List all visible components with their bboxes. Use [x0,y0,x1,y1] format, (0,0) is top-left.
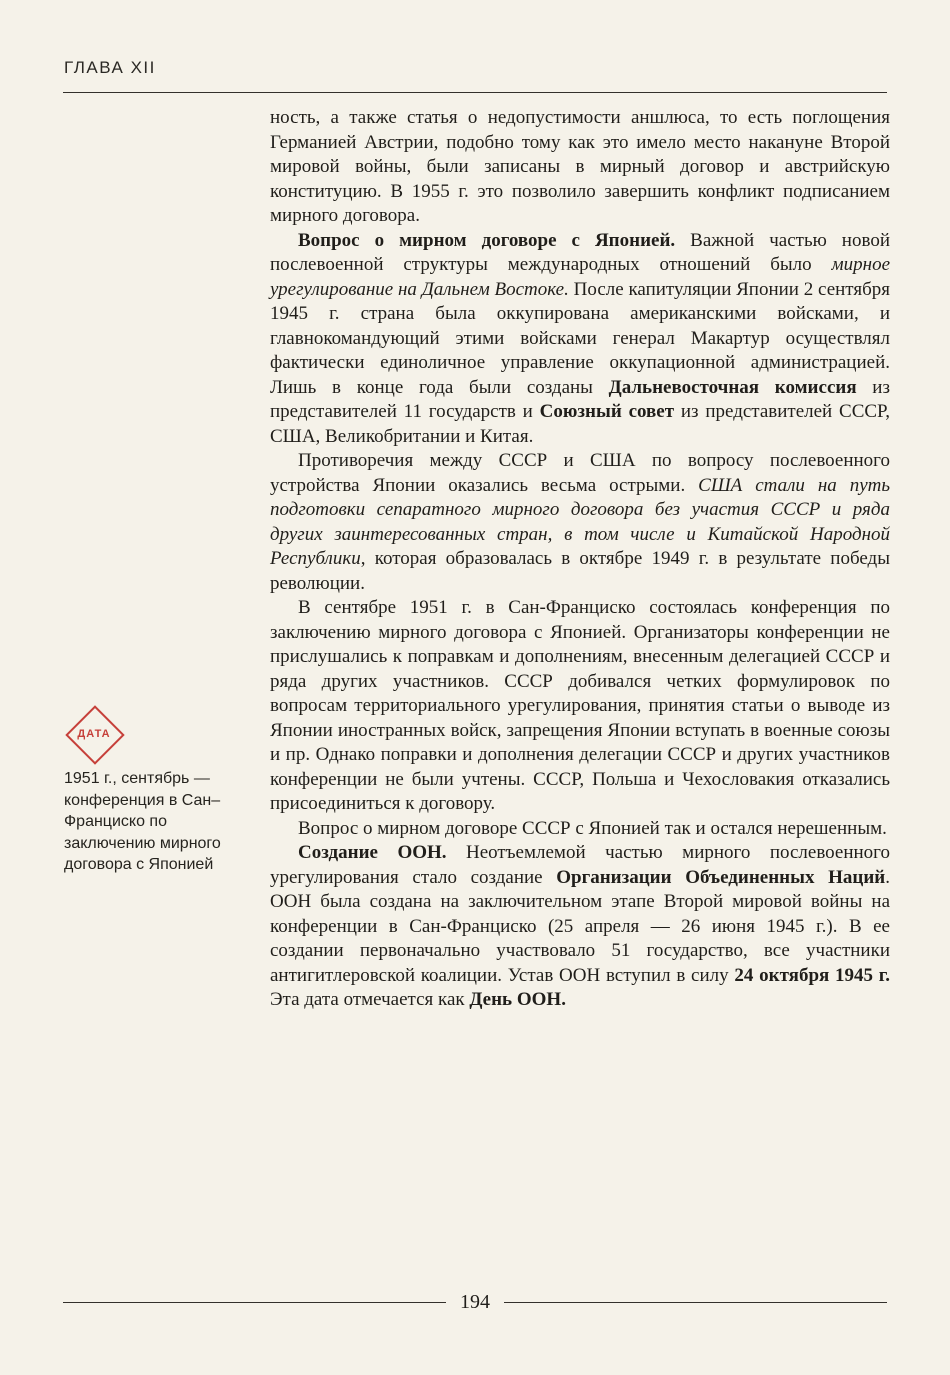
paragraph [270,817,890,842]
paragraph [270,106,890,229]
text-run: В сентябре 1951 г. в Сан-Франциско состоялась конференция по заключению мирного договора с Японией. Организаторы конференции не прислушались к поправкам и дополнениям, внесенным делегацией СССР и ряда других участников. СССР добивался четких формулировок по вопросам территориального урегулирования, принятия статьи о выводе из Японии иностранных войск, запрещения Японии вступать в военные союзы и пр. Однако поправки и дополнения делегации СССР и других участников конференции не были учтены. СССР, Польша и Чехословакия отказались присоединиться к договору. [270,597,890,814]
text-run: День ООН. [469,989,566,1010]
text-run: Неотъемлемой частью мирного послевоенного урегулирования стало создание [270,842,890,888]
text-run: из представителей 11 государств и [270,376,890,422]
paragraph [270,229,890,450]
text-run: ность, а также статья о недопустимости аншлюса, то есть поглощения Германией Австрии, подобно тому как это имело место накануне Второй мировой войны, были записаны в мирный договор и австрийскую конституцию. В 1955 г. это позволило завершить конфликт подписанием мирного договора. [270,107,890,226]
text-run: Союзный совет [539,401,675,422]
text-run: Важной частью новой послевоенной структуры международных отношений было [270,229,890,275]
text-run: мирное урегулирование на Дальнем Востоке. [270,254,890,300]
date-badge-label: ДАТА [77,728,111,740]
paragraph [270,596,890,817]
paragraph [270,449,890,596]
text-run: США стали на путь подготовки сепаратного мирного договора без участия СССР и ряда других заинтересованных стран, в том числе и Китайской Народной Республики [270,474,890,569]
footer-rule-right [504,1302,887,1303]
date-badge [64,704,124,764]
text-run: Дальневосточная комиссия [608,376,857,398]
paragraph [270,841,890,1013]
chapter-heading: ГЛАВА XII [64,58,156,77]
text-run: , которая образовалась в октябре 1949 г. в результате победы революции. [270,548,890,594]
margin-note: 1951 г., сентябрь — конференция в Сан–Франциско по заключению мирного договора с Японией [64,770,221,873]
text-run: После капитуляции Японии 2 сентября 1945 г. страна была оккупирована американскими войсками, и главнокомандующий этими войсками генерал Макартур осуществлял фактически единоличное управление оккупационной администрацией. Лишь в конце года были созданы [270,278,890,398]
page-number: 194 [460,1291,490,1313]
body-text [270,106,890,1013]
text-run: 24 октября 1945 г. [734,964,891,986]
text-run: Создание ООН. [298,842,447,863]
text-run: из представителей СССР, США, Великобритании и Китая. [270,401,890,447]
footer-rule-left [63,1302,446,1303]
header-rule [63,92,887,93]
text-run: Вопрос о мирном договоре с Японией. [298,229,676,251]
text-run: Противоречия между СССР и США по вопросу послевоенного устройства Японии оказались весьма острыми. [270,450,890,496]
page-footer [63,1292,887,1312]
text-run: Организации Объединенных Наций [556,866,886,888]
text-run: Эта дата отмечается как [270,989,470,1010]
text-run: . ООН была создана на заключительном этапе Второй мировой войны на конференции в Сан-Франциско (25 апреля — 26 июня 1945 г.). В ее создании первоначально участвовало 51 государство, все участники антигитлеровской коалиции. Устав ООН вступил в силу [270,866,890,986]
text-run: Вопрос о мирном договоре СССР с Японией так и остался нерешенным. [298,817,887,839]
